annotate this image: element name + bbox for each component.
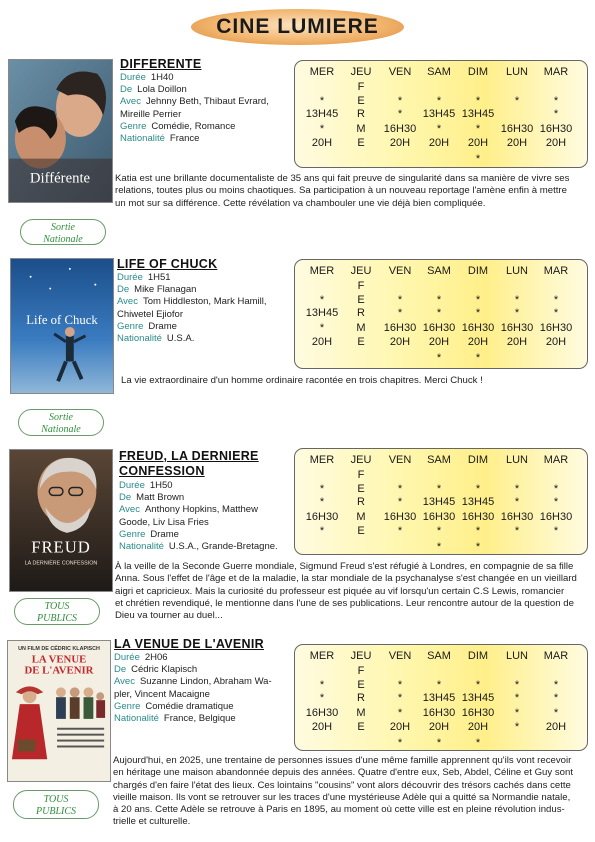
schedule-cell: 13H45	[305, 307, 339, 319]
schedule-cell: *	[553, 483, 559, 495]
schedule-cell: *	[553, 707, 559, 719]
synopsis: À la veille de la Seconde Guerre mondiale, Sigmund Freud s'est réfugié à Londres, en compagnie de sa fille Anna. Sous l'effet de l'âge et de la maladie, la star mondiale de la psychanalyse s'est changée en un vieillard aigri et capricieux. Mais la curiosité du professeur est piquée au vif lorsqu'un certain C.S Lewis, romancier et chrétien revendiqué, le mentionne dans l'une de ses publications. Leur rencontre autour de la question de Dieu va tourner au duel...	[115, 561, 577, 622]
schedule-day-label: JEU	[350, 650, 372, 662]
film-info: Durée 1H51 De Mike Flanagan Avec Tom Hiddleston, Mark Hamill, Chiwetel Ejiofor Genre Drame Nationalité U.S.A.	[117, 272, 267, 345]
schedule-cell: *	[475, 95, 481, 107]
schedule-cell: 16H30	[539, 511, 573, 523]
schedule-cell: *	[553, 95, 559, 107]
schedule-cell: 20H	[311, 721, 333, 733]
schedule-cell: *	[397, 108, 403, 120]
schedule-cell: 20H	[545, 336, 567, 348]
schedule-day-column	[420, 645, 458, 750]
schedule-cell: *	[514, 679, 520, 691]
schedule-day-column	[303, 61, 341, 167]
schedule-day-column	[537, 260, 575, 368]
schedule-cell: *	[475, 737, 481, 749]
schedule-cell: *	[514, 95, 520, 107]
film-info: Durée 2H06 De Cédric Klapisch Avec Suzanne Lindon, Abraham Wa- pler, Vincent Macaigne Genre Comédie dramatique Nationalité France, Belgique	[114, 652, 272, 725]
schedule-cell: 20H	[467, 137, 489, 149]
schedule-cell: *	[319, 294, 325, 306]
schedule-day-column	[342, 61, 380, 167]
schedule-day-column	[498, 645, 536, 750]
schedule-cell: *	[397, 679, 403, 691]
schedule-cell: *	[436, 95, 442, 107]
schedule-day-label: MER	[309, 650, 335, 662]
poster-differente	[8, 59, 113, 203]
schedule-day-label: MAR	[543, 650, 569, 662]
film-title: LA VENUE DE L'AVENIR	[114, 637, 264, 651]
schedule-cell: E	[357, 525, 365, 537]
schedule-cell: *	[553, 108, 559, 120]
schedule-cell: *	[436, 525, 442, 537]
schedule-cell: *	[319, 679, 325, 691]
poster-la-venue-de-l-avenir	[7, 640, 111, 782]
schedule-cell: R	[357, 692, 365, 704]
schedule-cell: R	[357, 496, 365, 508]
schedule-day-label: DIM	[467, 454, 489, 466]
schedule-cell: M	[356, 322, 366, 334]
schedule-cell: *	[475, 679, 481, 691]
schedule-day-column	[381, 449, 419, 554]
schedule-table	[294, 448, 588, 555]
schedule-cell: 20H	[506, 137, 528, 149]
schedule-cell: F	[357, 81, 365, 93]
schedule-day-column	[498, 449, 536, 554]
schedule-cell: 13H45	[422, 108, 456, 120]
schedule-cell: 13H45	[305, 108, 339, 120]
schedule-day-column	[342, 449, 380, 554]
schedule-day-label: LUN	[505, 66, 528, 78]
schedule-cell: *	[436, 123, 442, 135]
schedule-day-label: JEU	[350, 66, 372, 78]
schedule-day-column	[537, 645, 575, 750]
schedule-day-label: SAM	[427, 265, 451, 277]
schedule-cell: 20H	[545, 137, 567, 149]
schedule-cell: *	[514, 721, 520, 733]
schedule-cell: *	[514, 496, 520, 508]
schedule-cell: 16H30	[422, 511, 456, 523]
schedule-cell: 20H	[389, 137, 411, 149]
schedule-cell: 16H30	[539, 322, 573, 334]
schedule-cell: *	[319, 483, 325, 495]
schedule-day-column	[420, 260, 458, 368]
schedule-cell: 16H30	[422, 322, 456, 334]
schedule-cell: *	[475, 123, 481, 135]
schedule-cell: 20H	[389, 721, 411, 733]
schedule-cell: 16H30	[500, 322, 534, 334]
schedule-cell: 13H45	[461, 692, 495, 704]
schedule-cell: 16H30	[461, 511, 495, 523]
schedule-cell: *	[436, 483, 442, 495]
schedule-day-label: DIM	[467, 66, 489, 78]
schedule-day-label: VEN	[388, 265, 412, 277]
schedule-day-label: VEN	[388, 650, 412, 662]
schedule-day-label: MAR	[543, 265, 569, 277]
schedule-cell: *	[514, 692, 520, 704]
schedule-day-label: LUN	[505, 265, 528, 277]
schedule-cell: *	[475, 483, 481, 495]
schedule-day-label: MAR	[543, 66, 569, 78]
schedule-cell: *	[514, 483, 520, 495]
schedule-day-label: SAM	[427, 454, 451, 466]
schedule-cell: F	[357, 665, 365, 677]
schedule-cell: F	[357, 280, 365, 292]
schedule-cell: *	[319, 525, 325, 537]
schedule-table	[294, 644, 588, 751]
schedule-day-column	[342, 260, 380, 368]
schedule-cell: *	[553, 496, 559, 508]
schedule-day-column	[420, 449, 458, 554]
schedule-cell: *	[475, 153, 481, 165]
schedule-cell: *	[397, 707, 403, 719]
schedule-cell: *	[319, 95, 325, 107]
schedule-cell: *	[553, 679, 559, 691]
schedule-table	[294, 259, 588, 369]
schedule-cell: 13H45	[422, 496, 456, 508]
schedule-day-label: LUN	[505, 650, 528, 662]
schedule-day-label: MAR	[543, 454, 569, 466]
schedule-cell: E	[357, 137, 365, 149]
schedule-cell: 16H30	[539, 123, 573, 135]
schedule-day-column	[459, 61, 497, 167]
schedule-day-label: VEN	[388, 66, 412, 78]
schedule-cell: 16H30	[500, 123, 534, 135]
schedule-day-column	[303, 645, 341, 750]
schedule-cell: F	[357, 469, 365, 481]
schedule-day-column	[459, 260, 497, 368]
film-info: Durée 1H50 De Matt Brown Avec Anthony Hopkins, Matthew Goode, Liv Lisa Fries Genre Drame Nationalité U.S.A., Grande-Bretagne.	[119, 480, 278, 553]
schedule-day-label: SAM	[427, 650, 451, 662]
schedule-cell: *	[397, 294, 403, 306]
schedule-cell: *	[319, 496, 325, 508]
schedule-cell: M	[356, 123, 366, 135]
schedule-cell: 16H30	[383, 123, 417, 135]
badge-tous-publics: TOUS PUBLICS	[13, 790, 99, 819]
schedule-cell: 16H30	[383, 322, 417, 334]
schedule-cell: 20H	[428, 137, 450, 149]
schedule-cell: *	[319, 123, 325, 135]
schedule-cell: *	[397, 307, 403, 319]
schedule-day-column	[381, 260, 419, 368]
schedule-cell: 16H30	[461, 322, 495, 334]
schedule-cell: 13H45	[461, 496, 495, 508]
schedule-cell: *	[475, 294, 481, 306]
badge-tous-publics: TOUS PUBLICS	[14, 598, 100, 625]
schedule-day-column	[303, 260, 341, 368]
schedule-day-label: DIM	[467, 265, 489, 277]
schedule-cell: *	[397, 525, 403, 537]
schedule-day-column	[537, 449, 575, 554]
schedule-day-label: JEU	[350, 454, 372, 466]
schedule-cell: *	[436, 679, 442, 691]
film-title: FREUD, LA DERNIERE CONFESSION	[119, 449, 259, 478]
schedule-day-label: MER	[309, 66, 335, 78]
schedule-cell: 20H	[428, 721, 450, 733]
schedule-cell: *	[436, 307, 442, 319]
schedule-cell: *	[514, 525, 520, 537]
schedule-cell: *	[475, 541, 481, 553]
poster-title-text: FREUD	[31, 537, 91, 557]
schedule-day-label: MER	[309, 265, 335, 277]
film-title: DIFFERENTE	[120, 57, 202, 71]
schedule-cell: *	[436, 294, 442, 306]
schedule-table	[294, 60, 588, 168]
poster-title-text: Différente	[29, 170, 91, 187]
synopsis: Aujourd'hui, en 2025, une trentaine de personnes issues d'une même famille apprennent qu'ils vont recevoir en héritage une maison abandonnée depuis des années. Quatre d'entre eux, Seb, Abdel, Céline et Guy sont chargés d'en faire l'état des lieux. Ces lointains "cousins" vont alors découvrir des trésors cachés dans cette vieille maison. Ils vont se retrouver sur les traces d'une mystérieuse Adèle qui a quitté sa Normandie natale, à 20 ans. Cette Adèle se retrouve à Paris en 1895, au moment où cette ville est en pleine révolution indus- trielle et culturelle.	[113, 755, 573, 828]
schedule-cell: *	[319, 322, 325, 334]
schedule-cell: 20H	[467, 336, 489, 348]
badge-sortie-nationale: Sortie Nationale	[20, 219, 106, 245]
schedule-cell: *	[397, 692, 403, 704]
schedule-day-label: SAM	[427, 66, 451, 78]
schedule-cell: 20H	[467, 721, 489, 733]
badge-sortie-nationale: Sortie Nationale	[18, 409, 104, 436]
schedule-day-label: JEU	[350, 265, 372, 277]
schedule-cell: 20H	[506, 336, 528, 348]
schedule-cell: 20H	[545, 721, 567, 733]
schedule-cell: E	[357, 679, 365, 691]
schedule-cell: E	[357, 721, 365, 733]
poster-freud	[9, 449, 113, 592]
schedule-day-column	[381, 61, 419, 167]
schedule-cell: *	[553, 307, 559, 319]
cinema-title: CINE LUMIERE	[191, 9, 404, 45]
schedule-cell: E	[357, 95, 365, 107]
schedule-cell: 16H30	[461, 707, 495, 719]
schedule-cell: R	[357, 307, 365, 319]
schedule-day-label: LUN	[505, 454, 528, 466]
schedule-cell: *	[319, 692, 325, 704]
schedule-cell: M	[356, 707, 366, 719]
schedule-cell: *	[553, 692, 559, 704]
poster-credit-text: UN FILM DE CÉDRIC KLAPISCH	[18, 645, 100, 652]
schedule-cell: 20H	[311, 336, 333, 348]
poster-title-text: LA VENUE	[31, 653, 87, 666]
schedule-day-column	[420, 61, 458, 167]
schedule-cell: E	[357, 336, 365, 348]
schedule-cell: *	[397, 483, 403, 495]
schedule-day-column	[381, 645, 419, 750]
poster-life-of-chuck	[10, 258, 114, 394]
schedule-day-column	[342, 645, 380, 750]
schedule-cell: *	[397, 737, 403, 749]
schedule-day-label: VEN	[388, 454, 412, 466]
schedule-cell: 20H	[389, 336, 411, 348]
schedule-cell: 16H30	[305, 707, 339, 719]
synopsis: Katia est une brillante documentaliste de 35 ans qui fait preuve de singularité dans sa manière de vivre ses relations, toutes plus ou moins chaotiques. Sa participation à un nouveau reportage l'amène enfin à mettre un mot sur sa différence. Cette révélation va chambouler une vie déjà bien compliquée.	[115, 173, 570, 209]
schedule-cell: 16H30	[383, 511, 417, 523]
schedule-cell: *	[436, 737, 442, 749]
schedule-cell: 13H45	[461, 108, 495, 120]
schedule-cell: 20H	[311, 137, 333, 149]
schedule-cell: *	[514, 707, 520, 719]
schedule-day-column	[459, 645, 497, 750]
schedule-cell: *	[553, 294, 559, 306]
schedule-day-column	[303, 449, 341, 554]
schedule-cell: *	[514, 307, 520, 319]
film-info: Durée 1H40 De Lola Doillon Avec Jehnny Beth, Thibaut Evrard, Mireille Perrier Genre Comédie, Romance Nationalité France	[120, 72, 269, 145]
schedule-cell: 16H30	[500, 511, 534, 523]
schedule-day-column	[537, 61, 575, 167]
schedule-cell: *	[436, 352, 442, 364]
poster-title-text: Life of Chuck	[26, 313, 98, 328]
film-title: LIFE OF CHUCK	[117, 257, 218, 271]
schedule-cell: *	[475, 525, 481, 537]
schedule-day-column	[498, 260, 536, 368]
schedule-cell: E	[357, 294, 365, 306]
schedule-cell: *	[475, 352, 481, 364]
synopsis: La vie extraordinaire d'un homme ordinaire racontée en trois chapitres. Merci Chuck !	[121, 375, 483, 386]
schedule-cell: 13H45	[422, 692, 456, 704]
schedule-day-column	[459, 449, 497, 554]
schedule-cell: *	[553, 525, 559, 537]
poster-subtitle-text: LA DERNIÈRE CONFESSION	[24, 560, 98, 567]
schedule-cell: 20H	[428, 336, 450, 348]
schedule-cell: E	[357, 483, 365, 495]
schedule-day-column	[498, 61, 536, 167]
schedule-day-label: DIM	[467, 650, 489, 662]
poster-title-text: DE L'AVENIR	[24, 664, 94, 677]
schedule-cell: *	[397, 95, 403, 107]
schedule-cell: *	[397, 496, 403, 508]
schedule-day-label: MER	[309, 454, 335, 466]
schedule-cell: *	[514, 294, 520, 306]
schedule-cell: *	[475, 307, 481, 319]
schedule-cell: 16H30	[422, 707, 456, 719]
schedule-cell: 16H30	[305, 511, 339, 523]
schedule-cell: M	[356, 511, 366, 523]
schedule-cell: R	[357, 108, 365, 120]
schedule-cell: *	[436, 541, 442, 553]
